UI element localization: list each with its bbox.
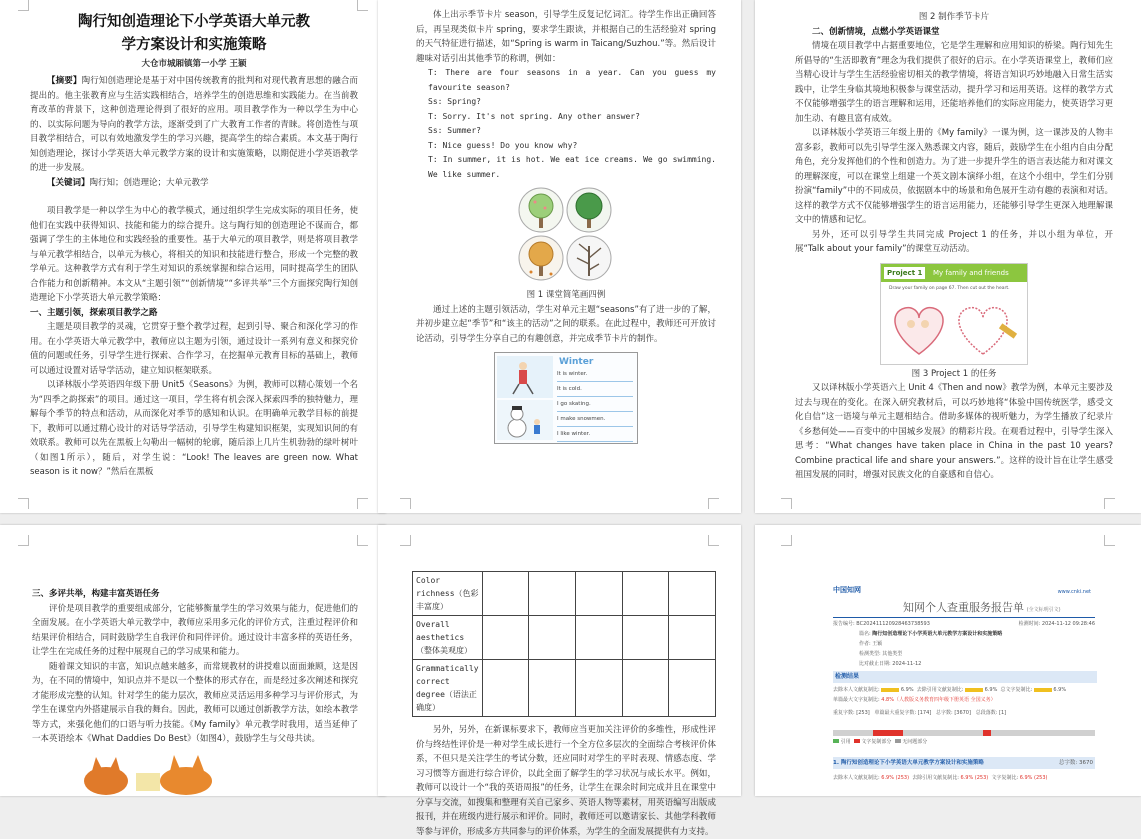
body-paragraph: 另外，另外，在新课标要求下，教师应当更加关注评价的多维性，形成性评价与终结性评价是一种对学生成长进行一个全方位多层次的全面综合考核评价体系，不但只是关注学生的考试分数，还应同时对学生的平时表现、情感态度、学习习惯等方面进行综合评价，以此全面了解学生的学习状况与成长水平。例如，教师可以设计一个“我的英语周报”的任务，让学生在课余时间完成并且在课堂中分享与交流，如搜集和整理有关自己家乡、英语人物等素材，用英语编写出版成报刊，并在班级内进行展示和评价。同时，教师还可以邀请家长、其他学科教师等参与评价，形成多方共同参与的评价体系，为学生的全面发展提供有力支持。 — [416, 725, 716, 837]
document-page-6-report — [755, 525, 1141, 796]
crop-mark — [18, 0, 29, 11]
figure-2-caption: 图 2 制作季节卡片 — [918, 12, 990, 22]
label: 去除引用文献复制比: — [916, 687, 964, 693]
single-max-value: 4.8%（人教版义务教育四年级下册英语 全国义务） — [881, 697, 996, 703]
body-paragraph: 以译林版小学英语三年级上册的《My family》一课为例，这一课涉及的人物丰富多彩，教师可以先引导学生深入熟悉课文内容，随后，鼓励学生在小组内自由分配角色，充分发挥他们的个性和创造力。为了进一步提升学生的语言表达能力和对课文的理解深度，可以在课堂上组建一个英文剧本演绎小组，在这个小组中，学生们分别扮演“family”中的不同成员，依据剧本中的场景和角色展开生动有趣的表演和对话。这样的教学方式不仅能够增强学生的语言运用能力，还能够引导学生更深入地理解课文中的情感和记忆。 — [795, 128, 1113, 225]
body-paragraph: 体上出示季节卡片 season，引导学生反复记忆词汇。待学生作出正确回答后，再呈现类似卡片 spring，要求学生跟读，并根据自己的生活经验对 spring 的天气特征进行描述，如“Spring is warm in Taicang/Suzhou.”等。然后设计趣味对话引出其他季节的称谓，例如： — [416, 10, 716, 64]
rubric-cell — [529, 616, 576, 660]
rubric-cell — [529, 572, 576, 616]
paragraph-count: [1] — [999, 710, 1007, 716]
report-subtitle: (全文标明引文) — [1026, 607, 1061, 613]
document-title — [30, 10, 358, 56]
crop-mark — [708, 498, 719, 509]
document-page-2 — [378, 0, 741, 513]
copy-segment — [873, 730, 903, 736]
section-heading-1: 一、主题引领，探索项目教学之路 — [30, 307, 158, 318]
body-paragraph: 情境在项目教学中占据重要地位，它是学生理解和应用知识的桥梁。陶行知先生所倡导的“生活即教育”理念为我们提供了很好的启示。在小学英语课堂上，教师们应当精心设计与学生生活经验密切相关的教学情境，将语言知识巧妙地融入日常生活实践中，让学生身临其境地积极参与课堂活动，提升学习和运用英语。这样的教学方式不仅能够增强学生的语言理解和运用，还能培养他们的实际应用能力，使英语学习更加生动、有趣且富有成效。 — [795, 41, 1113, 124]
tree-spring-icon — [519, 188, 563, 232]
crop-mark — [18, 498, 29, 509]
label: 单篇最大文字复制比: — [833, 697, 880, 703]
project-banner-right: My family and friends — [933, 268, 1009, 277]
legend-swatch-clean — [895, 739, 901, 743]
ratio-bar — [1034, 688, 1052, 692]
label: 报告编号: — [833, 621, 855, 627]
card-line: It is cold. — [557, 382, 633, 397]
card-line: I go skating. — [557, 397, 633, 412]
total-chars: [3670] — [954, 710, 971, 716]
ratio-row — [833, 685, 1095, 695]
document-page-5 — [378, 525, 741, 837]
rubric-criterion: Color richness（色彩丰富度） — [413, 572, 483, 616]
crop-mark — [18, 535, 29, 546]
section-ratios — [833, 773, 1095, 783]
legend-swatch-quote — [833, 739, 839, 743]
label: 作者: — [859, 641, 871, 647]
section-total: 3670 — [1079, 760, 1093, 766]
crop-mark — [781, 535, 792, 546]
dialog-line: Ss: Spring? — [428, 97, 481, 106]
divider — [833, 617, 1095, 618]
body-paragraph: 主题是项目教学的灵魂，它贯穿于整个教学过程，起到引导、聚合和深化学习的作用。在小学英语大单元教学中，教师应以主题为引领，通过设计一系列有意义和探究价值的问题或任务，引导学生进行探索、合作学习，在挖掘单元教育目标的基础上，教师可以通过设置对话导学活动，建立知识框架联系。 — [30, 322, 358, 376]
ratio-bar — [881, 688, 899, 692]
season-card-lines — [557, 367, 633, 442]
document-page-3 — [755, 0, 1141, 513]
rubric-cell — [622, 572, 669, 616]
crop-mark — [1104, 498, 1115, 509]
label: 去除本人文献复制比: — [833, 775, 880, 781]
crop-mark — [1104, 535, 1115, 546]
body-paragraph: 以译林版小学英语四年级下册 Unit5《Seasons》为例，教师可以精心策划一个名为“四季之韵探索”的项目。通过这一项目，学生将有机会深入探索四季的独特魅力，理解每个季节的特点和活动，从而深化对季节的感知和认识。在明确单元教学目标的前提下，教师可以通过精心设计的对话导学活动，引导学生构建知识框架，实现知识间的有效联系。教师可以先在黑板上勾勒出一幅树的轮廓，随后添上几片生机勃勃的绿叶树叶（如图1所示），随后，对学生说：“Look! The leaves are green now. What season is it now？”然后在黑板 — [30, 380, 358, 477]
document-page-4 — [0, 525, 386, 796]
rubric-cell — [482, 616, 529, 660]
section-heading-3: 三、多评共举，构建丰富英语任务 — [32, 589, 160, 599]
dialog-line: T: In summer, it is hot. We eat ice creams. We go swimming. We like summer. — [428, 155, 716, 179]
crop-mark — [357, 498, 368, 509]
rubric-cell — [575, 616, 622, 660]
rubric-cell — [669, 572, 716, 616]
body-paragraph: 随着课文知识的丰富，知识点越来越多，而常规教材的讲授难以面面兼顾，这是因为，在不同的情境中，知识点并不是以一个整体的形式存在，而是经过多次阐述和探究才能形成完整的认知。针对学生的能力层次，教师应灵活运用多种学习与评价形式，为学生在课堂内外搭建展示自我的舞台。因此，教师可以通过创新教学方法，如绘本教学等方式，来强化他们的口语与听力技能。《My family》单元教学时我用，适当延伸了一本英语绘本《What Daddies Do Best》（如图4），鼓励学生与父母共读。 — [32, 661, 358, 744]
dialog-line: Ss: Summer? — [428, 126, 481, 135]
count-row — [833, 708, 1095, 718]
cnki-url: www.cnki.net — [1057, 589, 1091, 595]
body-paragraph: 评价是项目教学的重要组成部分，它能够衡量学生的学习效果与能力，促进他们的全面发展。在小学英语大单元教学中，教师应采用多元化的评价方式，注重过程评价和结果评价相结合，同时鼓励学生自我评价和同伴评价。通过设计丰富多样的英语任务，让学生在完成任务的过程中展现自己的学习成果和能力。 — [32, 603, 358, 657]
label: 总字数: — [936, 710, 953, 716]
label: 检测类型: — [859, 651, 881, 657]
repeat-count: [253] — [856, 710, 870, 716]
section-heading-2: 二、创新情境，点燃小学英语课堂 — [812, 26, 940, 37]
rubric-cell — [622, 616, 669, 660]
result-ratios — [833, 685, 1095, 718]
heart-drawing-icon — [881, 294, 1027, 364]
report-author: 王颖 — [872, 641, 883, 647]
compare-date-row — [833, 659, 1095, 669]
tree-winter-icon — [567, 236, 611, 280]
label: 检测时间: — [1018, 621, 1041, 627]
single-max-row — [833, 695, 1095, 705]
result-header: 检测结果 — [833, 671, 1097, 683]
section-ratio: 6.9% (253) — [1019, 775, 1048, 781]
picture-book-fox-illustration — [66, 751, 246, 791]
body-paragraph: 又以译林版小学英语六上 Unit 4《Then and now》教学为例，本单元主要涉及过去与现在的变化。在深入研究教材后，可以巧妙地将“体验中国传统医学，感受文化自信”这一语境与单元主题相结合。借助多媒体的视听魅力，为学生播放了纪录片《乡愁何处——百变中的中国城乡发展》的精彩片段。在观看过程中，引导学生深入思考：“What changes have taken place in China in the past 10 years? Combine practical life and share your answers.”。这样的设计旨在让学生感受祖国发展的同时，增强对民族文化的自豪感和自信心。 — [795, 383, 1113, 480]
dialog-line: T: Sorry. It's not spring. Any other answer? — [428, 111, 640, 121]
four-seasons-tree-figure — [517, 186, 615, 284]
title-line-2: 学方案设计和实施策略 — [121, 36, 267, 53]
report-meta — [833, 619, 1095, 669]
card-line: I like winter. — [557, 427, 633, 442]
ratio-value: 6.9% — [984, 687, 998, 693]
keywords-text: 陶行知；创造理论；大单元教学 — [89, 177, 209, 188]
tree-summer-icon — [567, 188, 611, 232]
paper-title-row — [833, 629, 1095, 639]
section-header — [833, 757, 1095, 769]
label: 比对截止日期: — [859, 661, 891, 667]
tree-autumn-icon — [519, 236, 563, 280]
legend-label: 无问题部分 — [902, 739, 928, 745]
section-ratio: 6.9% (253) — [881, 775, 910, 781]
dialog-block — [428, 66, 716, 182]
distribution-bar — [833, 730, 1095, 736]
evaluation-rubric-table — [412, 571, 716, 717]
paper-title: 陶行知创造理论下小学英语大单元教学方案设计和实施策略 — [872, 631, 1003, 637]
section-ratio: 6.9% (253) — [960, 775, 989, 781]
project-instruction: Draw your family on page 67. Then cut out the heart. — [889, 285, 1010, 291]
body-paragraph: 另外，还可以引导学生共同完成 Project 1 的任务，并以小组为单位，开展“Talk about your family”的课堂互动活动。 — [795, 229, 1113, 254]
body-paragraph: 通过上述的主题引领活动，学生对单元主题“seasons”有了进一步的了解，并初步建立起“季节”和“该主的活动”之间的联系。在此过程中，教师还可开放讨论活动，引导学生分享自己的有趣创意，并完成季节卡片的制作。 — [416, 304, 716, 344]
rubric-criterion: Grammatically correct degree（语法正确度） — [413, 660, 483, 717]
check-time: 2024-11-12 09:28:46 — [1041, 621, 1095, 627]
project-figure — [880, 263, 1028, 365]
crop-mark — [400, 535, 411, 546]
abstract-text: 陶行知创造理论是基于对中国传统教育的批判和对现代教育思想的融合而提出的。他主张教育应与生活实践相结合，培养学生的创造思维和实践能力。在当前教育改革的背景下，这种创造理论得到了很好的应用。项目教学作为一种以学生为中心的、以实际问题为导向的教学方法，逐渐受到了广大教育工作者的青睐。将创造性与项目教学相结合，可以有效地激发学生的学习兴趣，提高学生的综合素质。本文基于陶行知创造理论，探讨小学英语大单元教学方案的设计和实施策略，以期促进小学英语教学的进一步发展。 — [30, 76, 358, 173]
author-row — [833, 639, 1095, 649]
crop-mark — [357, 535, 368, 546]
rubric-cell — [669, 616, 716, 660]
keywords-label: 【关键词】 — [47, 177, 90, 188]
ratio-value: 6.9% — [900, 687, 914, 693]
ratio-value: 6.9% — [1053, 687, 1067, 693]
ratio-bar — [965, 688, 983, 692]
label: 总字数: — [1058, 760, 1078, 766]
title-line-1: 陶行知创造理论下小学英语大单元教 — [78, 13, 310, 30]
label: 去除引用文献复制比: — [912, 775, 959, 781]
dialog-line: T: Nice guess! Do you know why? — [428, 140, 578, 150]
crop-mark — [400, 498, 411, 509]
single-repeat: [174] — [917, 710, 932, 716]
figure-1-caption: 图 1 课堂简笔画四例 — [526, 290, 606, 300]
table-row — [413, 660, 716, 717]
crop-mark — [781, 498, 792, 509]
label: 文字复制比: — [991, 775, 1019, 781]
season-card-figure — [494, 352, 638, 444]
intro-paragraph: 项目教学是一种以学生为中心的教学模式，通过组织学生完成实际的项目任务，使他们在实践中获得知识、技能和能力的综合提升。这与陶行知的创造理论不谋而合，都强调了学生的主体地位和实践经验的重要性。基于大单元的项目教学，则是将项目教学与单元教学相结合，以单元为核心，将相关的知识和技能进行整合，形成一个完整的教学单元。这种教学方式有利于学生对知识的系统掌握和综合运用，同时提高学生的团队合作能力和创新精神。本文从“主题引领”“创新情境”“多评共举”三个方面探究陶行知创造理论下小学英语大单元教学策略： — [30, 206, 358, 303]
label: 单篇最大重复字数: — [874, 710, 917, 716]
legend-label: 引用 — [840, 739, 851, 745]
cnki-logo: 中国知网 — [833, 586, 861, 594]
compare-date: 2024-11-12 — [892, 661, 922, 667]
rubric-cell — [482, 660, 529, 717]
rubric-criterion: Overall aesthetics（整体美观度） — [413, 616, 483, 660]
legend — [833, 737, 927, 747]
skater-snowman-icon — [497, 356, 553, 440]
card-line: It is winter. — [557, 367, 633, 382]
copy-segment — [983, 730, 991, 736]
season-card-title: Winter — [559, 357, 594, 367]
document-page-1 — [0, 0, 386, 513]
report-title-row — [903, 601, 1061, 618]
table-row — [413, 572, 716, 616]
label: 总段落数: — [975, 710, 998, 716]
rubric-cell — [529, 660, 576, 717]
label: 重复字数: — [833, 710, 855, 716]
label: 去除本人文献复制比: — [833, 687, 880, 693]
abstract — [30, 74, 358, 176]
project-banner-left: Project 1 — [884, 267, 925, 279]
label: 篇名: — [859, 631, 871, 637]
check-type: 其他类型 — [882, 651, 903, 657]
rubric-cell — [482, 572, 529, 616]
check-type-row — [833, 649, 1095, 659]
legend-label: 文字复制部分 — [861, 739, 892, 745]
crop-mark — [357, 0, 368, 11]
card-line: I make snowmen. — [557, 412, 633, 427]
figure-3-caption: 图 3 Project 1 的任务 — [911, 368, 997, 379]
report-number: BC202411120928463738593 — [856, 621, 930, 627]
abstract-label: 【摘要】 — [47, 76, 82, 86]
rubric-cell — [622, 660, 669, 717]
section-title: 1. 陶行知创造理论下小学英语大单元教学方案设计和实施策略 — [833, 760, 984, 766]
legend-swatch-copy — [854, 739, 860, 743]
keywords — [30, 176, 358, 191]
plagiarism-report — [833, 583, 1099, 796]
report-title: 知网个人查重服务报告单 — [903, 601, 1024, 614]
report-number-row — [833, 619, 1095, 629]
dialog-line: T: There are four seasons in a year. Can you guess my favourite season? — [428, 68, 716, 92]
label: 总文字复制比: — [1000, 687, 1033, 693]
table-row — [413, 616, 716, 660]
rubric-cell — [575, 572, 622, 616]
rubric-cell — [575, 660, 622, 717]
rubric-cell — [669, 660, 716, 717]
author-line: 大仓市城厢镇第一小学 王颖 — [141, 59, 247, 69]
